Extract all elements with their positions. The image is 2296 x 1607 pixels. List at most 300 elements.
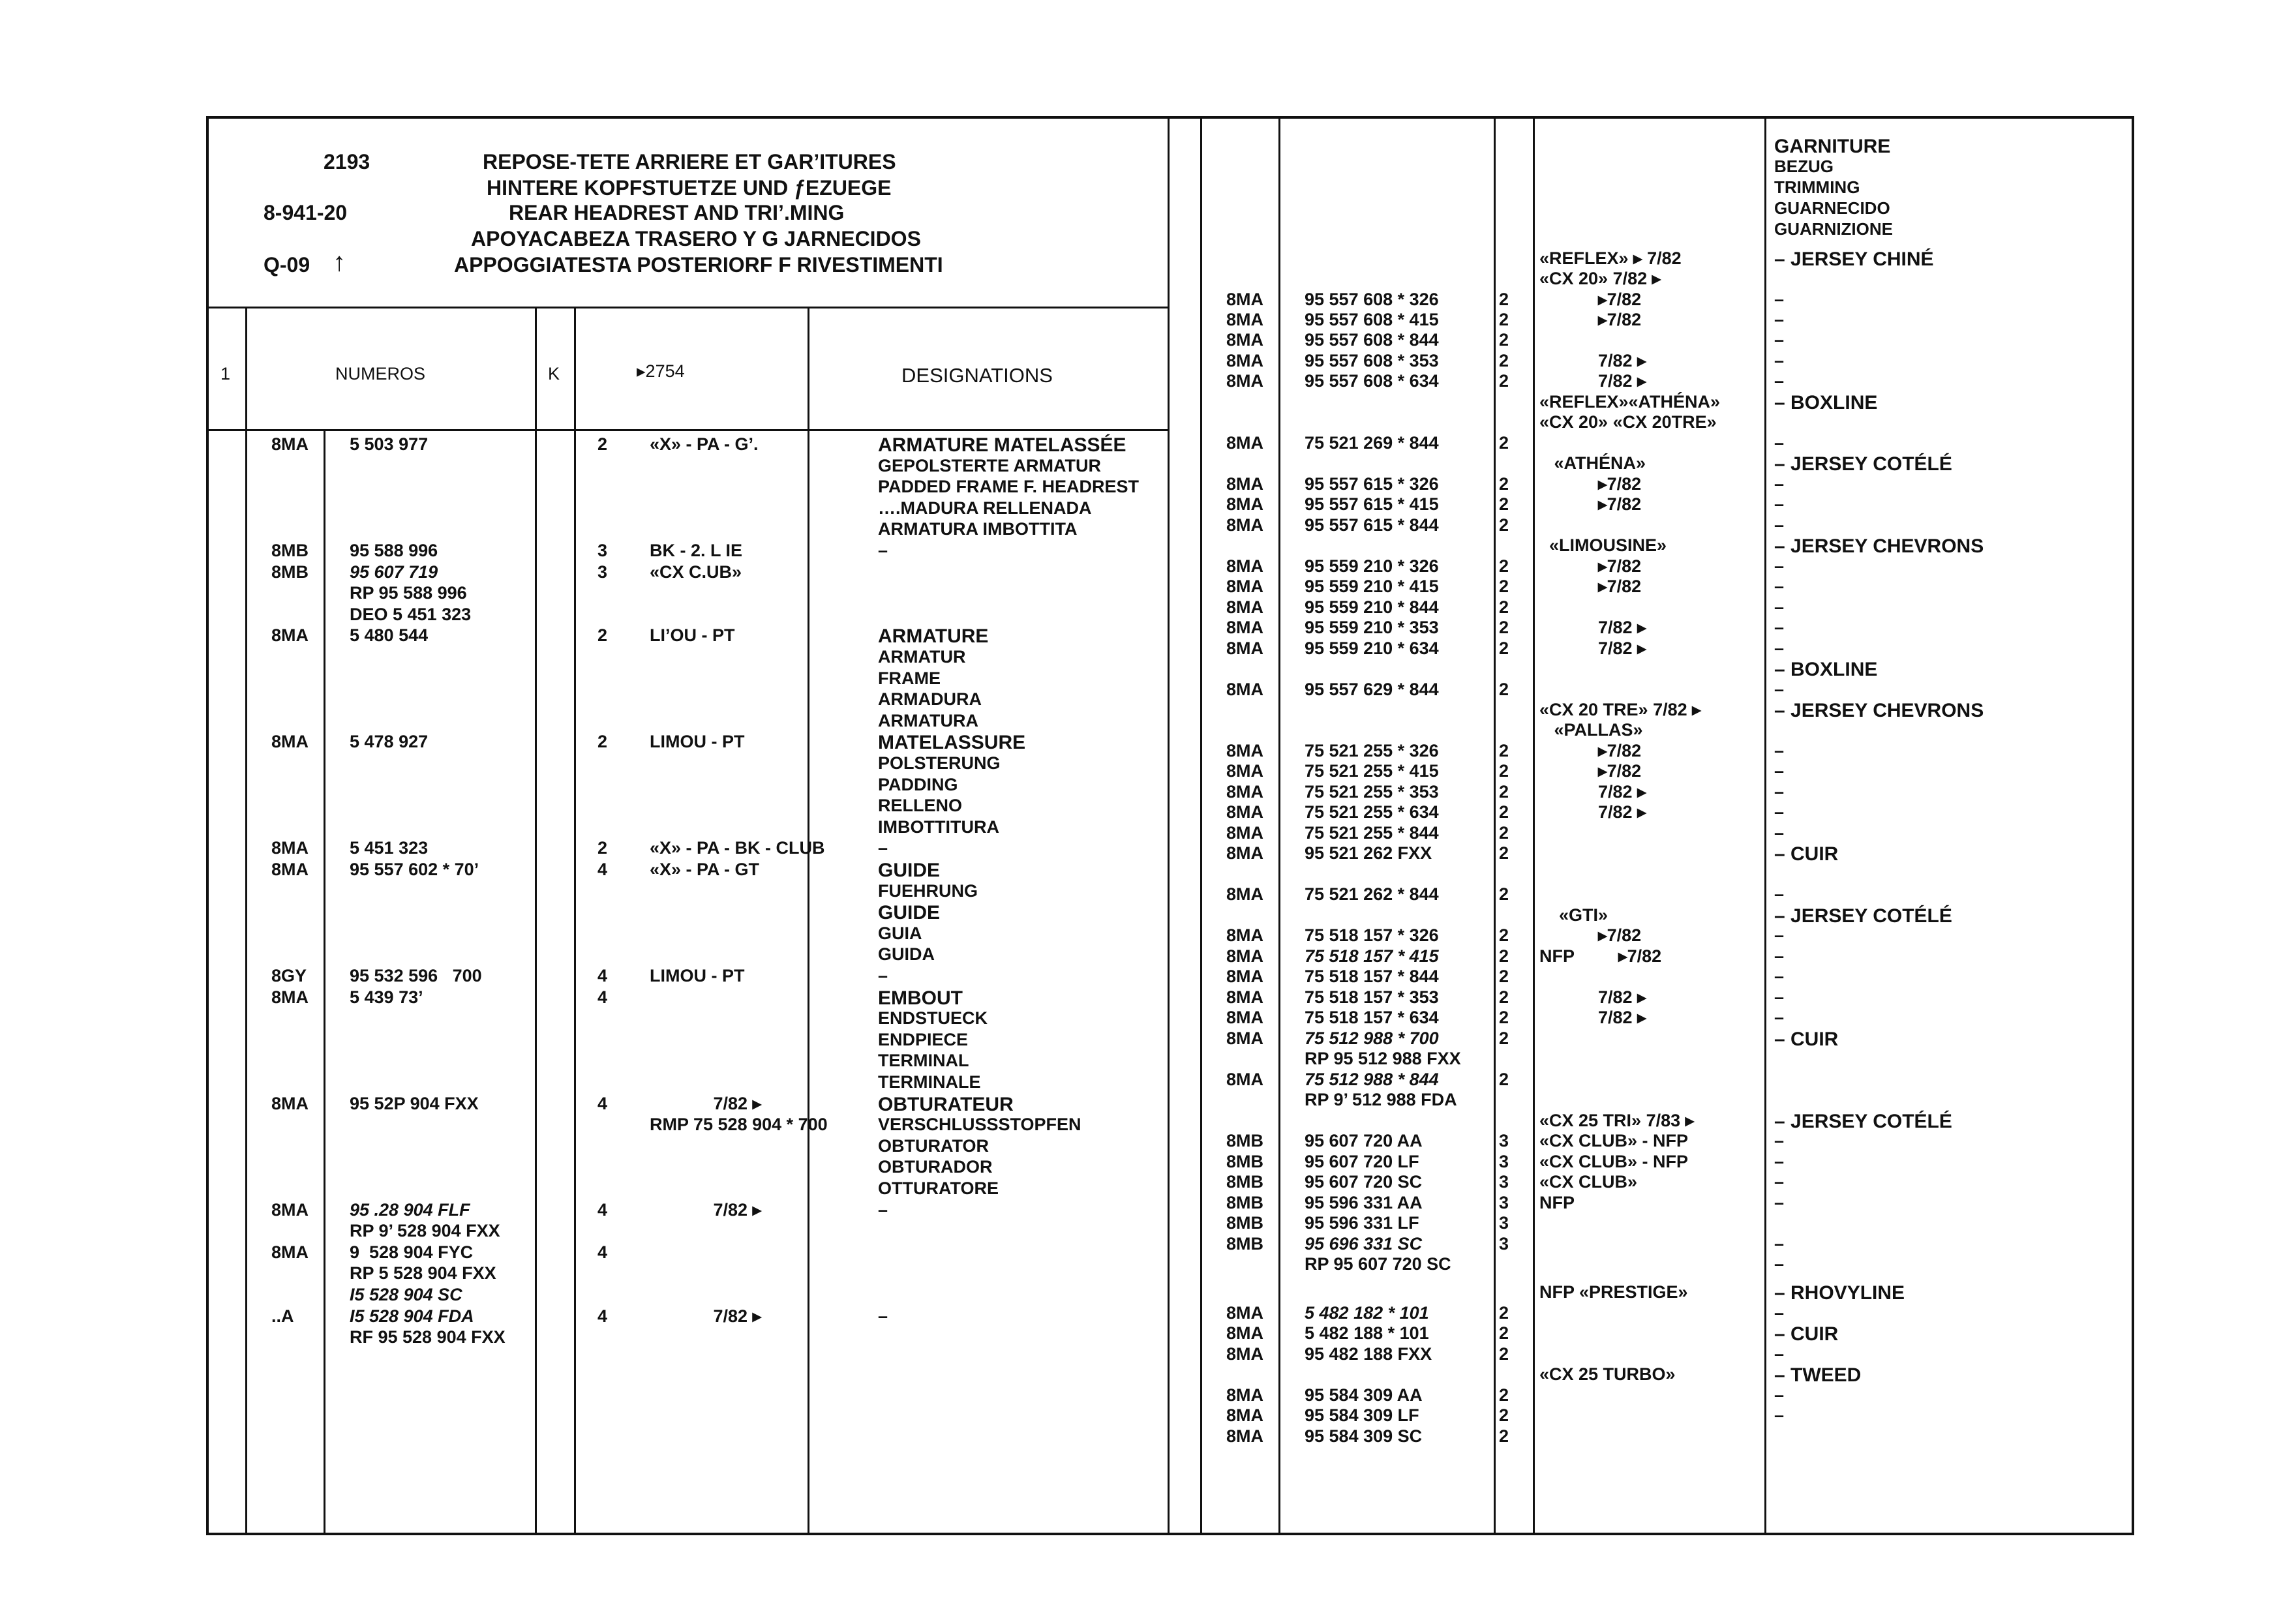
- row-designation: FRAME: [878, 668, 941, 688]
- table-row: [271, 1052, 1165, 1072]
- row-version: «CX 25 TURBO»: [1539, 1364, 1676, 1384]
- row-designation: GUIDA: [878, 944, 935, 965]
- row-part-number: 75 521 255 * 326: [1305, 741, 1439, 760]
- row-garniture: –: [1774, 925, 1785, 945]
- row-designation: –: [878, 541, 888, 560]
- row-part-number: 95 596 331 LF: [1305, 1213, 1419, 1233]
- row-quantity: 2: [1499, 1323, 1509, 1343]
- row-garniture: –: [1774, 967, 1785, 986]
- row-quantity: 2: [1499, 843, 1509, 863]
- reference-number: 8-941-20: [264, 201, 348, 224]
- row-version: «CX CLUB» - NFP: [1539, 1152, 1689, 1171]
- table-row: [271, 925, 1165, 944]
- table-row: [1226, 701, 2126, 721]
- row-part-number: 5 480 544: [350, 625, 429, 646]
- row-quantity: 2: [1499, 577, 1509, 596]
- row-part-number: 95 52P 904 FXX: [350, 1093, 479, 1113]
- row-part-number: 5 451 323: [350, 838, 429, 858]
- table-row: [271, 712, 1165, 732]
- row-designation: TERMINALE: [878, 1072, 981, 1092]
- table-row: [1226, 496, 2126, 515]
- table-row: [271, 542, 1165, 562]
- row-code: 8MA: [1226, 618, 1264, 637]
- row-quantity: 2: [1499, 618, 1509, 637]
- row-quantity: 4: [597, 860, 608, 879]
- row-part-number: 95 584 309 AA: [1305, 1385, 1423, 1405]
- row-part-number: 95 532 596 700: [350, 966, 482, 985]
- table-row: [271, 1329, 1165, 1348]
- row-version: ▸7/82: [1539, 577, 1642, 596]
- table-row: [1226, 291, 2126, 310]
- row-garniture: –: [1774, 515, 1785, 535]
- row-code: 8MA: [1226, 1426, 1264, 1446]
- row-code: 8MA: [1226, 802, 1264, 822]
- row-code: 8MB: [1226, 1152, 1264, 1171]
- table-row: [271, 733, 1165, 753]
- row-quantity: 2: [597, 838, 608, 858]
- row-part-number: 95 521 262 FXX: [1305, 843, 1432, 863]
- table-row: [1226, 1387, 2126, 1406]
- table-row: [271, 1180, 1165, 1199]
- row-garniture: – JERSEY CHEVRONS: [1774, 700, 1984, 721]
- row-part-number: 5 482 188 * 101: [1305, 1323, 1429, 1343]
- table-row: [271, 648, 1165, 668]
- row-garniture: –: [1774, 1152, 1785, 1171]
- row-part-number: DEO 5 451 323: [350, 604, 472, 624]
- rule-center-2: [1200, 116, 1202, 1535]
- table-row: [271, 1265, 1165, 1284]
- row-version: 7/82 ▸: [1539, 1008, 1646, 1027]
- table-row: [271, 797, 1165, 817]
- table-row: [1226, 660, 2126, 680]
- garniture-label: BEZUG: [1774, 157, 1834, 176]
- row-part-number: 95 588 996: [350, 541, 438, 560]
- table-row: [271, 606, 1165, 625]
- row-part-number: 95 557 608 * 844: [1305, 330, 1439, 350]
- row-version: NFP: [1539, 1193, 1575, 1212]
- table-row: [1226, 1214, 2126, 1234]
- row-part-number: 95 557 608 * 353: [1305, 351, 1439, 370]
- row-part-number: 95 584 309 SC: [1305, 1426, 1423, 1446]
- row-quantity: 2: [1499, 884, 1509, 904]
- row-version: «CX 20 TRE» 7/82 ▸: [1539, 700, 1701, 719]
- row-code: 8MA: [271, 732, 309, 752]
- row-quantity: 2: [1499, 925, 1509, 945]
- row-designation: IMBOTTITURA: [878, 817, 999, 837]
- table-row: [271, 627, 1165, 646]
- table-row: [1226, 352, 2126, 372]
- row-version: ▸7/82: [1539, 925, 1642, 945]
- row-version: «PALLAS»: [1539, 720, 1643, 740]
- row-part-number: 95 607 720 SC: [1305, 1172, 1423, 1192]
- row-part-number: RP 95 588 996: [350, 583, 467, 603]
- table-row: [1226, 599, 2126, 618]
- table-row: [1226, 845, 2126, 864]
- row-quantity: 3: [1499, 1213, 1509, 1233]
- row-garniture: –: [1774, 1385, 1785, 1405]
- row-code: 8MA: [1226, 1008, 1264, 1027]
- table-row: [1226, 1345, 2126, 1365]
- row-model: LIMOU - PT: [650, 966, 745, 985]
- garniture-label: TRIMMING: [1774, 177, 1860, 197]
- row-part-number: 95 607 720 LF: [1305, 1152, 1419, 1171]
- row-code: 8MA: [1226, 843, 1264, 863]
- row-code: 8MA: [1226, 351, 1264, 370]
- row-version: «LIMOUSINE»: [1539, 535, 1667, 555]
- col-designations: DESIGNATIONS: [901, 364, 1053, 387]
- row-version: «CX 20» «CX 20TRE»: [1539, 412, 1717, 432]
- row-garniture: –: [1774, 1008, 1785, 1027]
- table-row: [1226, 907, 2126, 926]
- title-es: APOYACABEZA TRASERO Y G JARNECIDOS: [471, 227, 921, 250]
- row-quantity: 4: [597, 1199, 608, 1220]
- row-part-number: 75 512 988 * 844: [1305, 1070, 1439, 1089]
- row-code: 8MA: [1226, 680, 1264, 699]
- row-garniture: –: [1774, 1193, 1785, 1212]
- row-model: 7/82 ▸: [650, 1199, 762, 1220]
- row-code: 8MA: [271, 434, 309, 454]
- row-designation: ARMADURA: [878, 689, 982, 710]
- row-code: 8MB: [271, 541, 309, 560]
- up-arrow-icon: ↑: [333, 248, 346, 277]
- row-version: «REFLEX» ▸ 7/82: [1539, 248, 1682, 268]
- row-garniture: – CUIR: [1774, 843, 1839, 865]
- row-part-number: 95 559 210 * 326: [1305, 556, 1439, 576]
- table-row: [271, 946, 1165, 965]
- row-garniture: –: [1774, 741, 1785, 760]
- row-code: 8MA: [1226, 823, 1264, 843]
- row-part-number: 75 512 988 * 700: [1305, 1029, 1439, 1048]
- row-code: 8MA: [1226, 433, 1264, 453]
- table-row: [271, 670, 1165, 689]
- table-row: [271, 478, 1165, 498]
- table-row: [1226, 372, 2126, 392]
- table-row: [1226, 434, 2126, 454]
- row-code: 8MA: [271, 625, 309, 646]
- row-model: BK - 2. L IE: [650, 541, 743, 560]
- row-quantity: 2: [1499, 1303, 1509, 1323]
- row-code: 8MA: [1226, 494, 1264, 514]
- row-part-number: 95 557 615 * 415: [1305, 494, 1439, 514]
- table-row: [271, 1158, 1165, 1178]
- row-part-number: 95 559 210 * 415: [1305, 577, 1439, 596]
- row-garniture: –: [1774, 802, 1785, 822]
- row-version: «ATHÉNA»: [1539, 453, 1646, 473]
- row-quantity: 2: [1499, 967, 1509, 986]
- table-row: [1226, 578, 2126, 597]
- row-quantity: 2: [1499, 515, 1509, 535]
- table-row: [1226, 968, 2126, 987]
- row-designation: RELLENO: [878, 796, 963, 816]
- row-part-number: RP 9’ 528 904 FXX: [350, 1221, 500, 1241]
- table-row: [1226, 1284, 2126, 1303]
- table-row: [1226, 1173, 2126, 1193]
- row-model: RMP 75 528 904 * 700: [650, 1115, 828, 1135]
- row-part-number: 75 518 157 * 634: [1305, 1008, 1439, 1027]
- row-code: 8MA: [1226, 946, 1264, 966]
- row-garniture: –: [1774, 946, 1785, 966]
- row-quantity: 2: [1499, 371, 1509, 391]
- row-garniture: –: [1774, 494, 1785, 514]
- row-garniture: –: [1774, 474, 1785, 494]
- row-code: 8MA: [1226, 1405, 1264, 1425]
- row-version: «CX 20» 7/82 ▸: [1539, 269, 1661, 288]
- row-designation: OBTURATEUR: [878, 1093, 1014, 1115]
- title-en: REAR HEADREST AND TRI’.MING: [509, 201, 845, 224]
- row-designation: OBTURATOR: [878, 1135, 989, 1156]
- row-version: 7/82 ▸: [1539, 638, 1646, 658]
- row-code: 8MA: [1226, 371, 1264, 391]
- garniture-label: GUARNIZIONE: [1774, 219, 1893, 239]
- table-row: [271, 1308, 1165, 1327]
- row-code: 8MA: [1226, 1323, 1264, 1343]
- table-row: [1226, 619, 2126, 638]
- row-code: 8MB: [271, 562, 309, 582]
- table-row: [1226, 742, 2126, 762]
- row-version: NFP «PRESTIGE»: [1539, 1282, 1688, 1302]
- row-code: 8MA: [271, 1242, 309, 1262]
- row-code: 8MA: [1226, 330, 1264, 350]
- table-row: [271, 436, 1165, 455]
- table-row: [1226, 1304, 2126, 1324]
- row-quantity: 2: [1499, 1426, 1509, 1446]
- table-row: [1226, 1153, 2126, 1173]
- table-row: [1226, 1050, 2126, 1070]
- table-row: [1226, 1407, 2126, 1426]
- row-designation: EMBOUT: [878, 987, 963, 1009]
- row-model: LI’OU - PT: [650, 625, 735, 646]
- rule-center-1: [1168, 116, 1170, 1535]
- row-version: 7/82 ▸: [1539, 351, 1646, 370]
- row-designation: ARMATURE: [878, 625, 989, 648]
- row-code: 8MA: [271, 838, 309, 858]
- row-garniture: – TWEED: [1774, 1364, 1862, 1386]
- table-row: [271, 563, 1165, 583]
- title-fr: REPOSE-TETE ARRIERE ET GAR’ITURES: [483, 150, 896, 173]
- row-designation: ARMATUR: [878, 647, 966, 667]
- row-designation: POLSTERUNG: [878, 753, 1001, 773]
- row-designation: MATELASSURE: [878, 732, 1026, 754]
- row-quantity: 2: [1499, 330, 1509, 350]
- table-row: [1226, 804, 2126, 823]
- row-quantity: 2: [1499, 741, 1509, 760]
- row-model: LIMOU - PT: [650, 732, 745, 752]
- row-garniture: –: [1774, 371, 1785, 391]
- row-garniture: –: [1774, 577, 1785, 596]
- row-version: ▸7/82: [1539, 741, 1642, 760]
- row-part-number: 95 557 608 * 415: [1305, 310, 1439, 329]
- row-version: «CX CLUB»: [1539, 1172, 1638, 1192]
- row-quantity: 2: [1499, 433, 1509, 453]
- row-quantity: 2: [1499, 290, 1509, 309]
- row-part-number: I5 528 904 FDA: [350, 1306, 474, 1326]
- row-designation: FUEHRUNG: [878, 880, 978, 901]
- row-version: 7/82 ▸: [1539, 802, 1646, 822]
- row-designation: –: [878, 1199, 888, 1220]
- row-code: 8MA: [1226, 1303, 1264, 1323]
- col-model: ▸2754: [637, 361, 685, 381]
- row-designation: –: [878, 966, 888, 985]
- row-garniture: –: [1774, 1172, 1785, 1192]
- row-quantity: 2: [1499, 1385, 1509, 1405]
- row-part-number: 75 521 255 * 844: [1305, 823, 1439, 843]
- row-quantity: 2: [1499, 823, 1509, 843]
- row-quantity: 2: [1499, 638, 1509, 658]
- row-part-number: RP 95 607 720 SC: [1305, 1254, 1451, 1274]
- table-row: [1226, 886, 2126, 905]
- row-version: ▸7/82: [1539, 310, 1642, 329]
- row-quantity: 2: [1499, 680, 1509, 699]
- table-row: [1226, 331, 2126, 351]
- row-code: 8MA: [1226, 1029, 1264, 1048]
- table-row: [271, 839, 1165, 859]
- row-garniture: –: [1774, 330, 1785, 350]
- row-code: 8MA: [1226, 515, 1264, 535]
- row-garniture: –: [1774, 618, 1785, 637]
- row-part-number: 9 528 904 FYC: [350, 1242, 474, 1262]
- table-row: [1226, 537, 2126, 556]
- row-designation: –: [878, 838, 888, 858]
- row-code: 8MA: [1226, 741, 1264, 760]
- row-quantity: 2: [1499, 987, 1509, 1007]
- table-row: [271, 457, 1165, 477]
- row-model: «X» - PA - BK - CLUB: [650, 838, 825, 858]
- row-part-number: 95 607 720 AA: [1305, 1131, 1423, 1150]
- row-quantity: 2: [597, 732, 608, 752]
- table-row: [1226, 558, 2126, 577]
- table-row: [1226, 1071, 2126, 1090]
- row-quantity: 2: [1499, 1008, 1509, 1027]
- table-row: [1226, 250, 2126, 269]
- table-row: [271, 861, 1165, 880]
- row-garniture: –: [1774, 761, 1785, 781]
- row-designation: GUIDE: [878, 902, 941, 924]
- row-part-number: 95 .28 904 FLF: [350, 1199, 470, 1220]
- row-garniture: –: [1774, 680, 1785, 699]
- row-quantity: 4: [597, 1242, 608, 1262]
- row-part-number: 95 557 629 * 844: [1305, 680, 1439, 699]
- row-designation: OBTURADOR: [878, 1157, 993, 1177]
- row-version: ▸7/82: [1539, 494, 1642, 514]
- table-row: [1226, 1235, 2126, 1255]
- row-code: 8MB: [1226, 1213, 1264, 1233]
- row-designation: GUIDE: [878, 860, 941, 881]
- row-version: «CX 25 TRI» 7/83 ▸: [1539, 1111, 1695, 1130]
- row-part-number: 75 518 157 * 415: [1305, 946, 1439, 966]
- row-quantity: 2: [1499, 782, 1509, 802]
- row-quantity: 2: [1499, 494, 1509, 514]
- col-index: 1: [220, 364, 231, 383]
- row-part-number: RP 95 512 988 FXX: [1305, 1049, 1461, 1068]
- row-part-number: 75 521 255 * 634: [1305, 802, 1439, 822]
- table-row: [271, 691, 1165, 710]
- table-row: [271, 1074, 1165, 1093]
- row-quantity: 2: [1499, 474, 1509, 494]
- row-garniture: –: [1774, 556, 1785, 576]
- table-row: [1226, 783, 2126, 803]
- row-version: 7/82 ▸: [1539, 371, 1646, 391]
- table-row: [1226, 824, 2126, 844]
- row-designation: TERMINAL: [878, 1051, 969, 1071]
- garniture-label: GUARNECIDO: [1774, 198, 1890, 218]
- table-row: [1226, 927, 2126, 946]
- row-part-number: 95 696 331 SC: [1305, 1234, 1423, 1254]
- row-version: 7/82 ▸: [1539, 987, 1646, 1007]
- row-part-number: 5 503 977: [350, 434, 429, 454]
- table-row: [271, 584, 1165, 604]
- row-designation: PADDING: [878, 774, 958, 794]
- row-quantity: 2: [1499, 1029, 1509, 1048]
- row-code: 8MA: [1226, 474, 1264, 494]
- row-code: 8MA: [271, 860, 309, 879]
- row-part-number: 75 521 269 * 844: [1305, 433, 1439, 453]
- row-code: 8MA: [1226, 577, 1264, 596]
- row-designation: GEPOLSTERTE ARMATUR: [878, 455, 1101, 475]
- table-row: [1226, 721, 2126, 741]
- row-garniture: –: [1774, 597, 1785, 617]
- row-garniture: –: [1774, 782, 1785, 802]
- row-garniture: – CUIR: [1774, 1323, 1839, 1345]
- row-part-number: 5 482 182 * 101: [1305, 1303, 1429, 1323]
- row-part-number: 75 518 157 * 844: [1305, 967, 1439, 986]
- row-part-number: 5 439 73’: [350, 987, 423, 1007]
- right-table: [1226, 0, 2126, 1607]
- table-row: [1226, 1194, 2126, 1214]
- row-version: ▸7/82: [1539, 290, 1642, 309]
- row-part-number: RP 9’ 512 988 FDA: [1305, 1090, 1457, 1109]
- col-k: K: [548, 364, 560, 383]
- row-code: 8MA: [1226, 638, 1264, 658]
- row-garniture: –: [1774, 987, 1785, 1007]
- row-code: 8GY: [271, 966, 307, 985]
- row-quantity: 3: [1499, 1193, 1509, 1212]
- row-garniture: –: [1774, 351, 1785, 370]
- row-version: 7/82 ▸: [1539, 782, 1646, 802]
- table-row: [271, 1201, 1165, 1221]
- row-part-number: RF 95 528 904 FXX: [350, 1327, 506, 1347]
- table-row: [271, 500, 1165, 519]
- row-model: 7/82 ▸: [650, 1306, 762, 1326]
- row-part-number: I5 528 904 SC: [350, 1285, 462, 1304]
- row-garniture: – BOXLINE: [1774, 659, 1878, 680]
- row-quantity: 4: [597, 1306, 608, 1326]
- table-row: [1226, 413, 2126, 433]
- row-version: ▸7/82: [1539, 474, 1642, 494]
- row-part-number: 95 559 210 * 353: [1305, 618, 1439, 637]
- row-garniture: – CUIR: [1774, 1029, 1839, 1050]
- row-garniture: –: [1774, 1303, 1785, 1323]
- row-quantity: 2: [597, 434, 608, 454]
- table-row: [271, 1116, 1165, 1135]
- row-version: ▸7/82: [1539, 761, 1642, 781]
- table-row: [1226, 270, 2126, 290]
- table-row: [271, 1244, 1165, 1263]
- row-model: «X» - PA - G’.: [650, 434, 759, 454]
- row-quantity: 3: [1499, 1234, 1509, 1254]
- row-quantity: 4: [597, 987, 608, 1007]
- row-designation: OTTURATORE: [878, 1179, 999, 1198]
- row-garniture: –: [1774, 1131, 1785, 1150]
- row-code: 8MB: [1226, 1131, 1264, 1150]
- row-code: 8MB: [1226, 1193, 1264, 1212]
- row-code: 8MA: [1226, 967, 1264, 986]
- row-part-number: 75 518 157 * 353: [1305, 987, 1439, 1007]
- row-code: 8MA: [1226, 761, 1264, 781]
- row-quantity: 3: [597, 562, 608, 582]
- row-quantity: 3: [1499, 1152, 1509, 1171]
- table-row: [1226, 1091, 2126, 1111]
- row-code: 8MA: [271, 1093, 309, 1113]
